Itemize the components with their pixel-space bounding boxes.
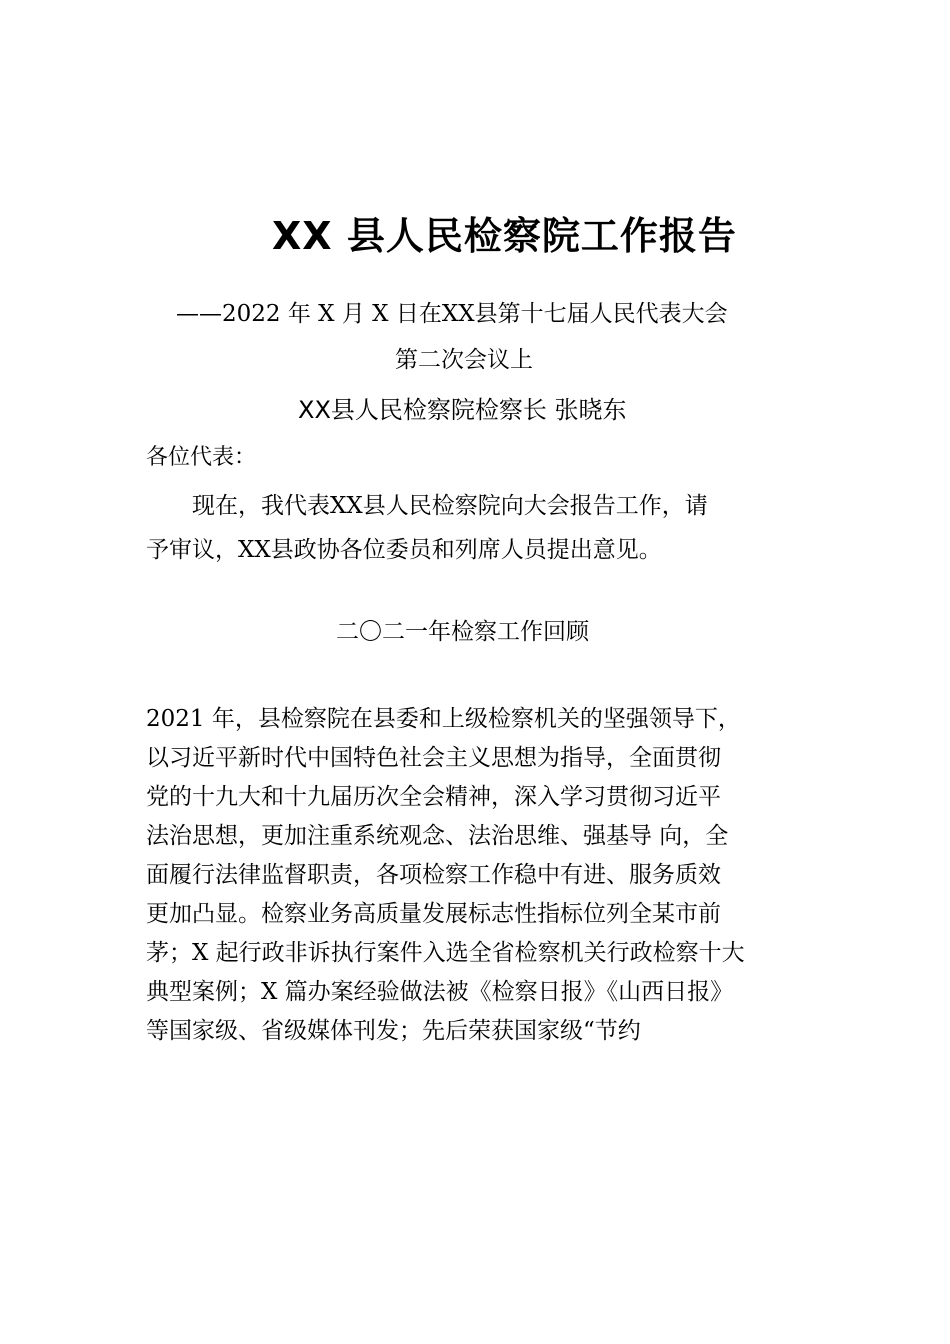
section-heading: 二〇二一年检察工作回顾 (336, 619, 589, 645)
subtitle-line-2: 第二次会议上 (395, 347, 533, 373)
body-line: 党的十九大和十九届历次全会精神，深入学习贯彻习近平 (146, 784, 721, 810)
intro-line: 予审议，XX县政协各位委员和列席人员提出意见。 (146, 537, 662, 563)
intro-line: 现在，我代表XX县人民检察院向大会报告工作，请 (192, 493, 708, 519)
document-title: XX 县人民检察院工作报告 (272, 214, 737, 258)
body-line: 典型案例；X 篇办案经验做法被《检察日报》《山西日报》 (146, 979, 734, 1005)
body-line: 面履行法律监督职责，各项检察工作稳中有进、服务质效 (146, 862, 721, 888)
body-line: 法治思想，更加注重系统观念、法治思维、强基导 向，全 (146, 823, 729, 849)
body-line: 更加凸显。检察业务高质量发展标志性指标位列全某市前 (146, 901, 721, 927)
body-line: 等国家级、省级媒体刊发；先后荣获国家级“节约 (146, 1018, 641, 1044)
body-paragraph (146, 700, 826, 1051)
author-line: XX县人民检察院检察长 张晓东 (298, 396, 627, 424)
salutation: 各位代表： (146, 445, 257, 470)
subtitle-line-1: ——2022 年 X 月 X 日在XX县第十七届人民代表大会 (176, 301, 728, 327)
body-line: 以习近平新时代中国特色社会主义思想为指导，全面贯彻 (146, 745, 721, 771)
body-line: 茅；X 起行政非诉执行案件入选全省检察机关行政检察十大 (146, 940, 745, 966)
intro-paragraph (146, 484, 806, 572)
body-line: 2021 年，县检察院在县委和上级检察机关的坚强领导下， (146, 706, 741, 732)
